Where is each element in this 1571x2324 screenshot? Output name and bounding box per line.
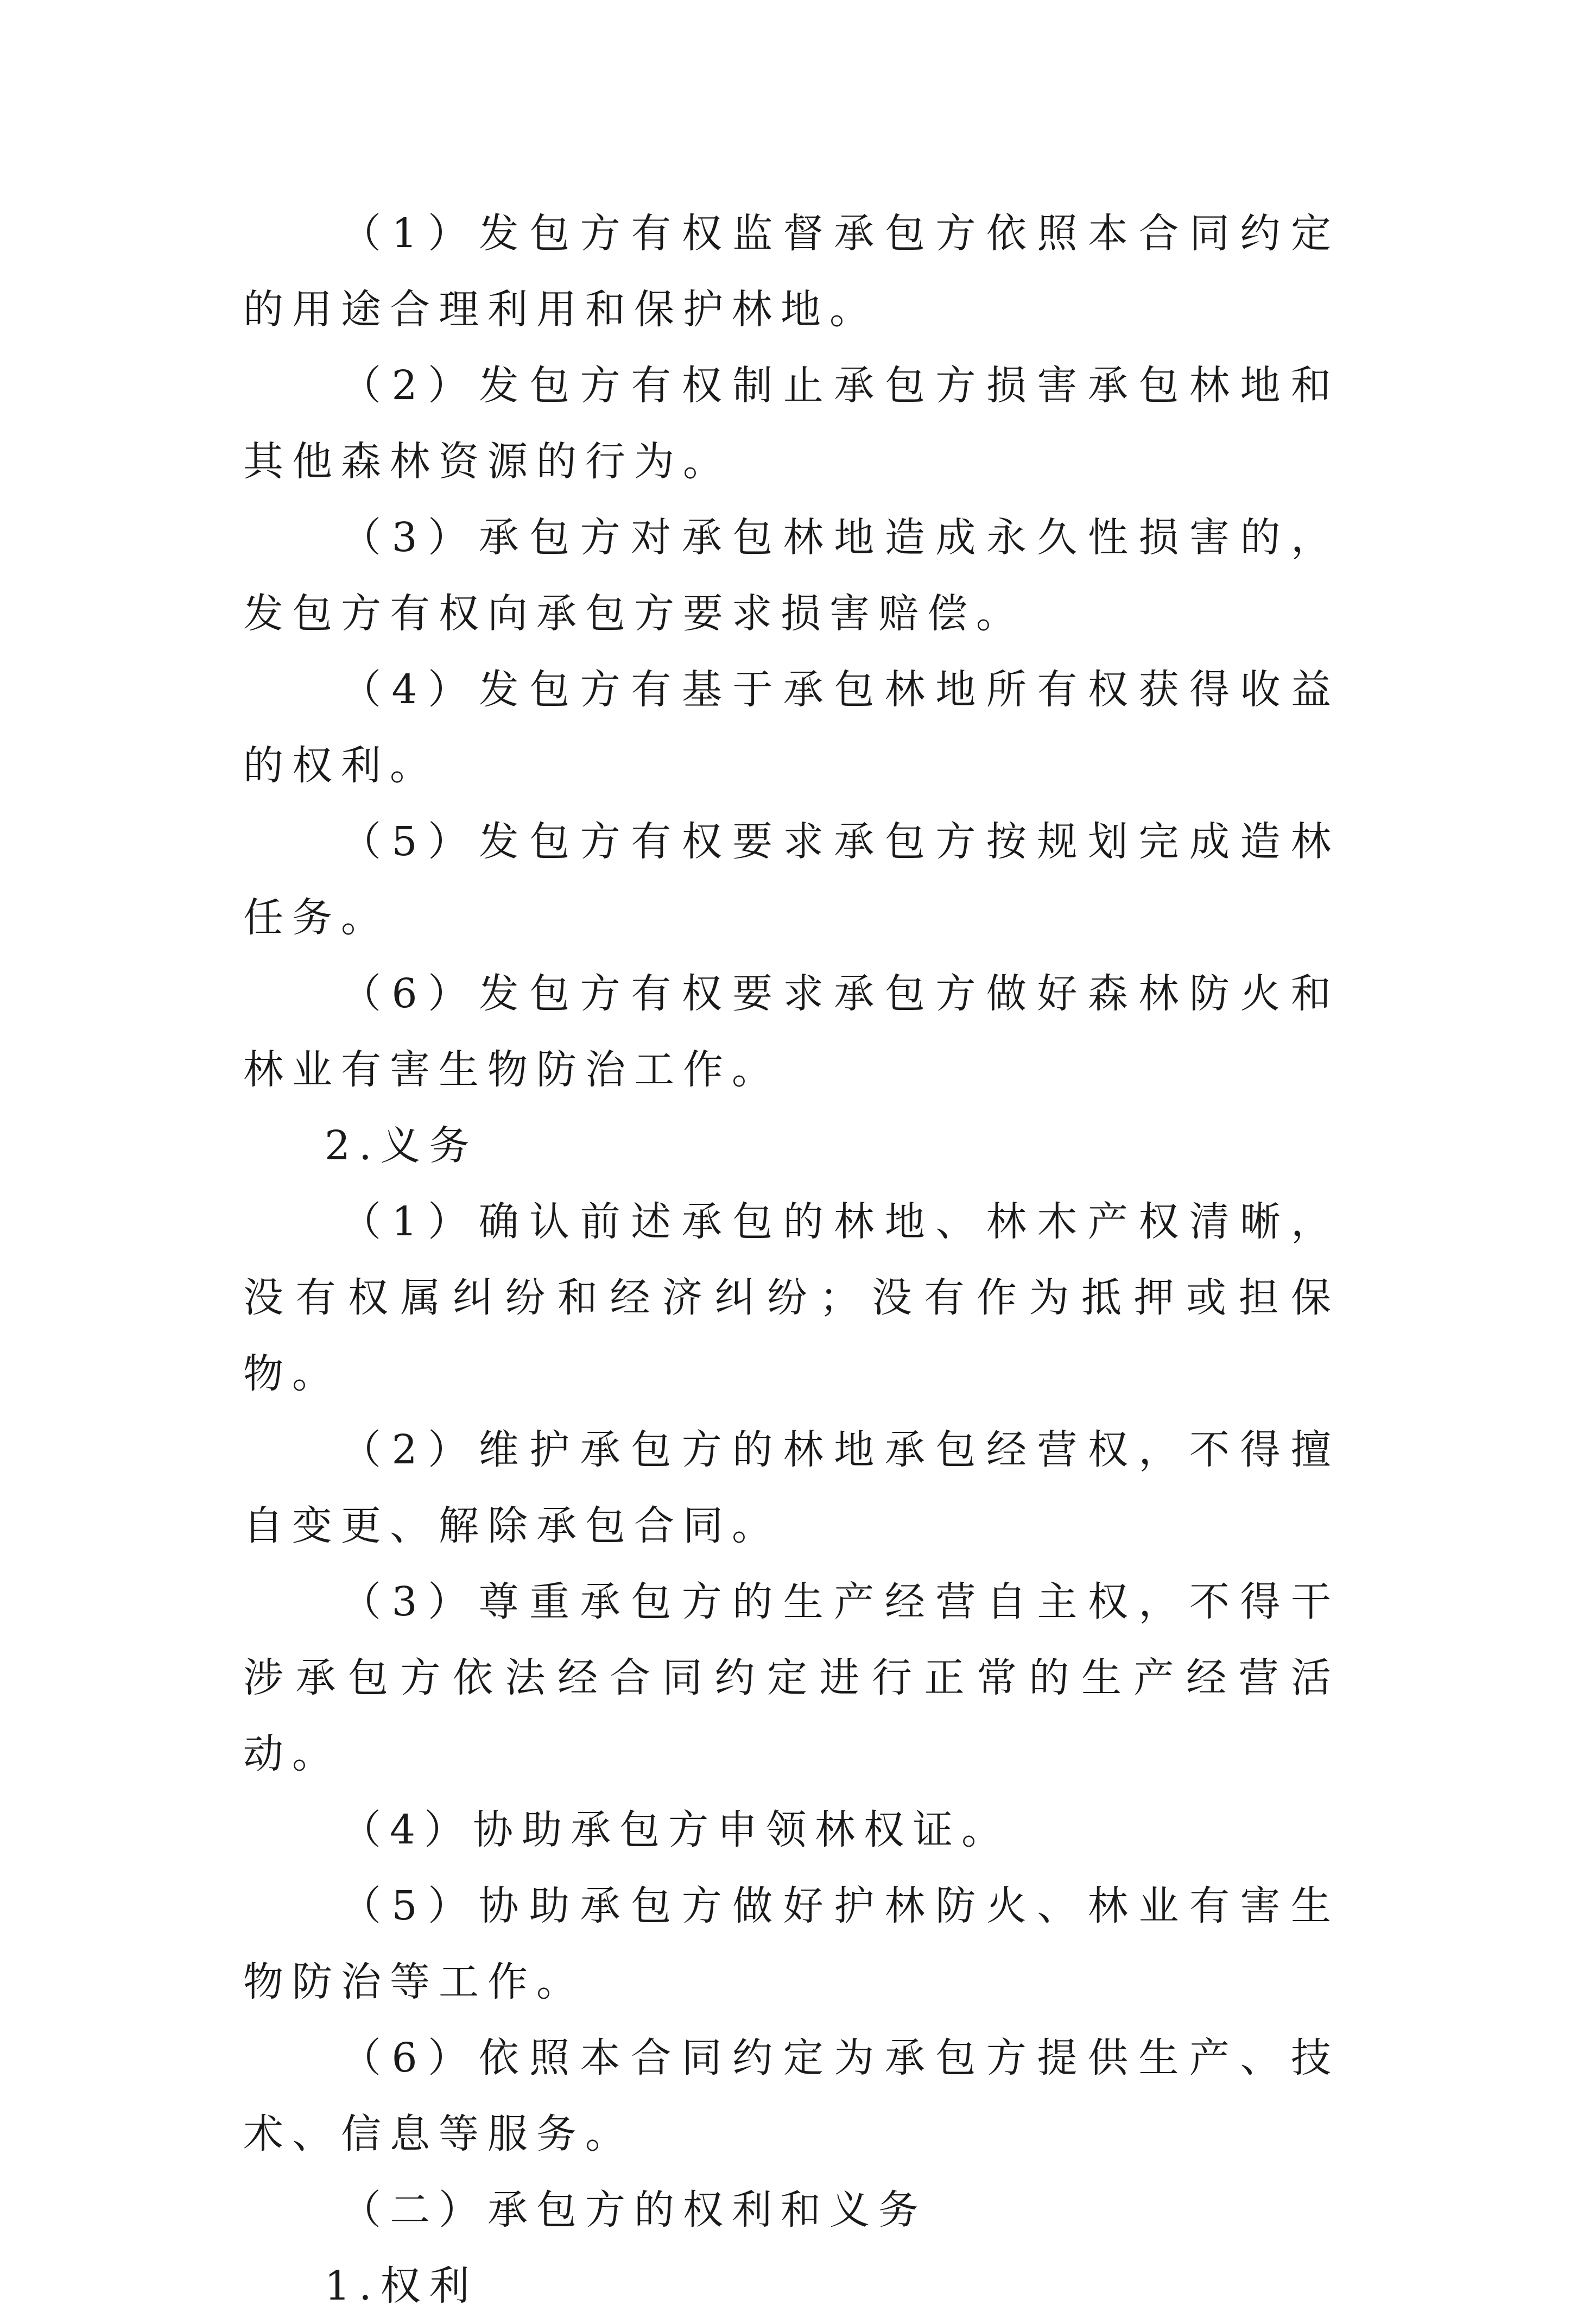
paragraph-lessor-obligation-2: （2）维护承包方的林地承包经营权，不得擅自变更、解除承包合同。 bbox=[243, 1426, 1340, 1549]
paragraph-lessor-obligation-5: （5）协助承包方做好护林防火、林业有害生物防治等工作。 bbox=[243, 1883, 1340, 2005]
paragraph-lessor-right-5: （5）发包方有权要求承包方按规划完成造林任务。 bbox=[243, 818, 1340, 941]
paragraph-lessor-obligation-4: （4）协助承包方申领林权证。 bbox=[341, 1807, 1011, 1853]
paragraph-lessor-obligation-3: （3）尊重承包方的生产经营自主权，不得干涉承包方依法经合同约定进行正常的生产经营活动。 bbox=[243, 1578, 1340, 1777]
paragraph-lessor-right-2: （2）发包方有权制止承包方损害承包林地和其他森林资源的行为。 bbox=[243, 362, 1340, 485]
section-heading-lessee-rights-obligations: （二）承包方的权利和义务 bbox=[341, 2187, 927, 2233]
paragraph-lessor-right-6: （6）发包方有权要求承包方做好森林防火和林业有害生物防治工作。 bbox=[243, 970, 1340, 1093]
paragraph-lessor-right-3: （3）承包方对承包林地造成永久性损害的，发包方有权向承包方要求损害赔偿。 bbox=[243, 514, 1340, 637]
paragraph-lessor-obligation-6: （6）依照本合同约定为承包方提供生产、技术、信息等服务。 bbox=[243, 2035, 1340, 2157]
paragraph-lessor-right-1: （1）发包方有权监督承包方依照本合同约定的用途合理利用和保护林地。 bbox=[243, 210, 1340, 333]
paragraph-lessor-obligation-1: （1）确认前述承包的林地、林木产权清晰，没有权属纠纷和经济纠纷；没有作为抵押或担保物。 bbox=[243, 1198, 1340, 1397]
section-heading-rights: 1.权利 bbox=[325, 2263, 478, 2309]
paragraph-lessor-right-4: （4）发包方有基于承包林地所有权获得收益的权利。 bbox=[243, 666, 1340, 789]
document-body bbox=[243, 195, 1340, 2324]
section-heading-obligations: 2.义务 bbox=[325, 1122, 478, 1169]
